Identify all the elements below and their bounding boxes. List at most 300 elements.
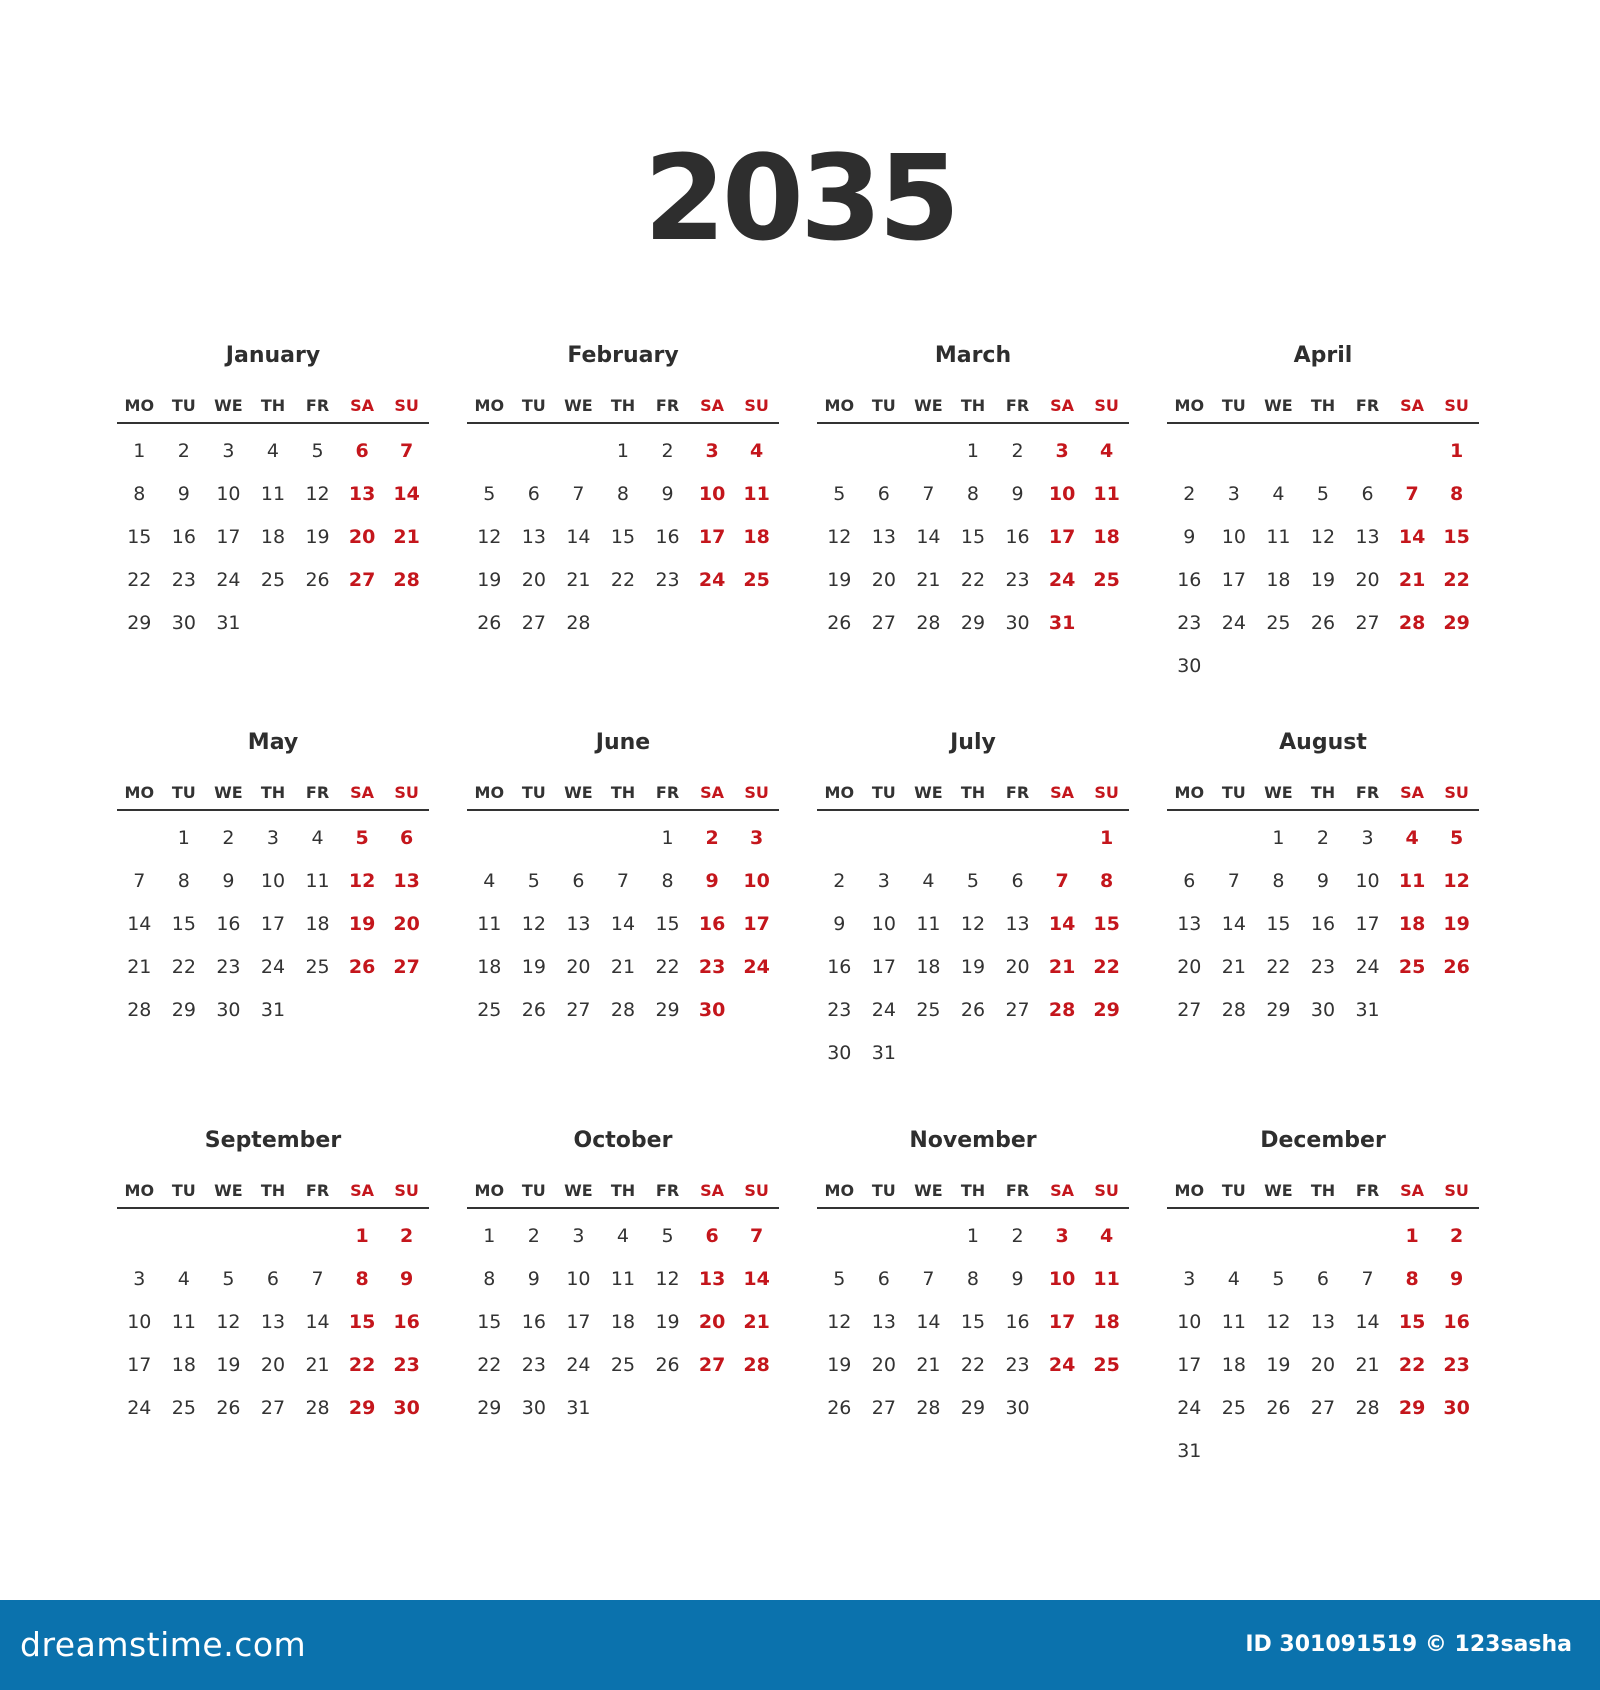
day-cell: 30	[1310, 999, 1336, 1021]
day-cell: 26	[521, 999, 546, 1021]
days-grid	[467, 1215, 779, 1430]
day-cell: 7	[1361, 1268, 1374, 1290]
day-cell: 18	[1093, 1311, 1120, 1333]
day-cell: 8	[1450, 483, 1464, 505]
day-blank	[1167, 1215, 1212, 1258]
day-cell: 16	[393, 1311, 420, 1333]
day-cell: 5	[483, 483, 496, 505]
day-cell: 16	[1310, 913, 1336, 935]
day-cell: 21	[393, 526, 420, 548]
day-cell: 10	[1177, 1311, 1202, 1333]
day-cell: 31	[216, 612, 241, 634]
weekday-header	[1167, 388, 1479, 424]
weekday-label-mo: MO	[124, 782, 155, 802]
day-cell: 9	[1316, 870, 1330, 892]
day-cell: 14	[916, 1311, 941, 1333]
weekday-label-th: TH	[610, 395, 636, 415]
footer-logo[interactable]: dreamstime.com	[20, 1625, 307, 1664]
day-cell: 28	[1398, 612, 1426, 634]
day-cell: 31	[260, 999, 286, 1021]
weekday-label-mo: MO	[474, 782, 505, 802]
day-cell: 23	[393, 1354, 420, 1376]
day-cell: 16	[827, 956, 852, 978]
day-cell: 29	[1443, 612, 1470, 634]
weekday-label-su: SU	[394, 1180, 419, 1200]
day-cell: 13	[566, 913, 591, 935]
weekday-label-su: SU	[1444, 1180, 1469, 1200]
day-cell: 10	[1355, 870, 1380, 892]
weekday-label-fr: FR	[305, 395, 330, 415]
day-cell: 12	[1310, 526, 1336, 548]
weekday-label-su: SU	[1444, 782, 1469, 802]
day-cell: 16	[1005, 526, 1030, 548]
day-cell: 15	[610, 526, 636, 548]
day-cell: 11	[1266, 526, 1291, 548]
day-cell: 23	[655, 569, 680, 591]
day-blank	[995, 817, 1040, 860]
day-cell: 28	[916, 1397, 941, 1419]
weekday-label-we: WE	[914, 1180, 943, 1200]
day-cell: 19	[1266, 1354, 1291, 1376]
day-blank	[1212, 430, 1257, 473]
day-cell: 9	[1183, 526, 1196, 548]
day-cell: 11	[477, 913, 502, 935]
weekday-label-su: SU	[394, 395, 419, 415]
day-cell: 5	[311, 440, 324, 462]
day-cell: 27	[871, 1397, 896, 1419]
day-cell: 9	[661, 483, 674, 505]
day-cell: 31	[1048, 612, 1076, 634]
day-cell: 1	[1405, 1225, 1419, 1247]
day-cell: 18	[916, 956, 941, 978]
day-cell: 19	[1443, 913, 1470, 935]
weekday-label-sa: SA	[1400, 782, 1425, 802]
day-cell: 15	[655, 913, 680, 935]
day-cell: 5	[833, 483, 846, 505]
day-cell: 6	[572, 870, 585, 892]
day-cell: 7	[922, 1268, 935, 1290]
day-cell: 7	[572, 483, 585, 505]
day-cell: 17	[1177, 1354, 1202, 1376]
day-cell: 29	[655, 999, 680, 1021]
day-cell: 4	[1100, 1225, 1114, 1247]
day-cell: 12	[521, 913, 546, 935]
day-cell: 26	[1310, 612, 1336, 634]
day-cell: 8	[1100, 870, 1114, 892]
weekday-label-mo: MO	[1174, 782, 1205, 802]
day-cell: 12	[827, 1311, 852, 1333]
weekday-label-su: SU	[394, 782, 419, 802]
weekday-label-fr: FR	[1005, 782, 1030, 802]
weekday-header	[1167, 1173, 1479, 1209]
day-cell: 16	[698, 913, 726, 935]
day-cell: 24	[260, 956, 286, 978]
day-cell: 7	[1227, 870, 1240, 892]
day-cell: 9	[527, 1268, 540, 1290]
day-cell: 22	[610, 569, 636, 591]
day-cell: 13	[348, 483, 376, 505]
day-cell: 15	[960, 526, 986, 548]
day-cell: 29	[1266, 999, 1291, 1021]
day-cell: 8	[661, 870, 674, 892]
weekday-label-mo: MO	[474, 1180, 505, 1200]
day-cell: 22	[1266, 956, 1291, 978]
day-cell: 3	[877, 870, 890, 892]
weekday-header	[117, 388, 429, 424]
day-blank	[862, 430, 907, 473]
day-blank	[556, 817, 601, 860]
day-cell: 19	[827, 1354, 852, 1376]
day-cell: 24	[127, 1397, 152, 1419]
day-cell: 22	[171, 956, 196, 978]
day-cell: 8	[966, 483, 980, 505]
day-cell: 23	[698, 956, 726, 978]
weekday-label-we: WE	[564, 1180, 593, 1200]
day-cell: 17	[743, 913, 770, 935]
day-cell: 29	[960, 1397, 986, 1419]
day-cell: 20	[1177, 956, 1202, 978]
day-cell: 9	[1011, 483, 1024, 505]
weekday-label-su: SU	[744, 782, 769, 802]
weekday-label-mo: MO	[824, 1180, 855, 1200]
days-grid	[817, 430, 1129, 645]
day-blank	[1301, 430, 1346, 473]
weekday-label-we: WE	[214, 1180, 243, 1200]
days-grid	[817, 1215, 1129, 1430]
weekday-label-th: TH	[960, 395, 986, 415]
day-cell: 20	[1005, 956, 1030, 978]
day-cell: 19	[960, 956, 986, 978]
day-cell: 23	[1005, 569, 1030, 591]
day-cell: 12	[960, 913, 986, 935]
day-blank	[862, 1215, 907, 1258]
day-cell: 20	[698, 1311, 726, 1333]
day-cell: 13	[698, 1268, 726, 1290]
day-cell: 10	[260, 870, 286, 892]
weekday-label-th: TH	[1310, 395, 1336, 415]
day-cell: 17	[698, 526, 726, 548]
weekday-label-tu: TU	[521, 782, 546, 802]
day-cell: 8	[355, 1268, 369, 1290]
day-cell: 20	[1355, 569, 1380, 591]
day-cell: 30	[1443, 1397, 1470, 1419]
day-cell: 20	[393, 913, 420, 935]
day-cell: 17	[1355, 913, 1380, 935]
weekday-label-fr: FR	[1355, 1180, 1380, 1200]
month-name: October	[573, 1128, 673, 1153]
day-cell: 10	[871, 913, 896, 935]
day-cell: 14	[916, 526, 941, 548]
day-cell: 9	[705, 870, 719, 892]
weekday-label-su: SU	[1444, 395, 1469, 415]
day-cell: 13	[1005, 913, 1030, 935]
month-october	[467, 1121, 779, 1430]
weekday-label-sa: SA	[700, 395, 725, 415]
day-cell: 21	[916, 1354, 941, 1376]
day-cell: 21	[1221, 956, 1246, 978]
day-blank	[951, 817, 996, 860]
weekday-label-mo: MO	[474, 395, 505, 415]
day-cell: 30	[216, 999, 241, 1021]
day-cell: 20	[260, 1354, 286, 1376]
weekday-label-we: WE	[914, 395, 943, 415]
day-cell: 13	[521, 526, 546, 548]
day-cell: 30	[1005, 612, 1030, 634]
month-june	[467, 723, 779, 1032]
day-cell: 29	[477, 1397, 502, 1419]
day-cell: 29	[348, 1397, 376, 1419]
day-blank	[512, 430, 557, 473]
day-cell: 9	[1450, 1268, 1464, 1290]
day-cell: 13	[260, 1311, 286, 1333]
day-cell: 3	[266, 827, 280, 849]
day-cell: 5	[661, 1225, 674, 1247]
day-blank	[1256, 1215, 1301, 1258]
day-cell: 23	[1310, 956, 1336, 978]
day-cell: 6	[877, 1268, 890, 1290]
day-blank	[1390, 430, 1435, 473]
day-cell: 16	[655, 526, 680, 548]
weekday-label-th: TH	[610, 1180, 636, 1200]
day-blank	[817, 817, 862, 860]
day-cell: 29	[960, 612, 986, 634]
day-cell: 7	[133, 870, 146, 892]
month-april	[1167, 336, 1479, 688]
day-blank	[295, 1215, 340, 1258]
day-cell: 25	[916, 999, 941, 1021]
day-cell: 13	[1355, 526, 1380, 548]
weekday-label-th: TH	[610, 782, 636, 802]
weekday-header	[467, 388, 779, 424]
day-cell: 3	[1183, 1268, 1196, 1290]
day-cell: 15	[1093, 913, 1120, 935]
day-cell: 21	[1048, 956, 1076, 978]
day-cell: 27	[566, 999, 591, 1021]
day-cell: 12	[1266, 1311, 1291, 1333]
day-cell: 9	[833, 913, 846, 935]
day-cell: 20	[566, 956, 591, 978]
day-cell: 1	[1272, 827, 1285, 849]
weekday-label-mo: MO	[1174, 1180, 1205, 1200]
day-cell: 21	[743, 1311, 770, 1333]
day-blank	[817, 430, 862, 473]
day-cell: 3	[572, 1225, 585, 1247]
day-cell: 15	[477, 1311, 502, 1333]
day-cell: 28	[1048, 999, 1076, 1021]
day-cell: 26	[1266, 1397, 1291, 1419]
day-cell: 13	[1310, 1311, 1336, 1333]
weekday-header	[817, 775, 1129, 811]
day-cell: 4	[922, 870, 935, 892]
weekday-label-th: TH	[1310, 782, 1336, 802]
day-cell: 1	[1100, 827, 1114, 849]
day-cell: 19	[348, 913, 376, 935]
day-cell: 30	[393, 1397, 420, 1419]
day-cell: 6	[1316, 1268, 1330, 1290]
day-cell: 21	[127, 956, 152, 978]
day-cell: 18	[610, 1311, 636, 1333]
day-cell: 5	[1316, 483, 1330, 505]
day-cell: 31	[1355, 999, 1380, 1021]
day-blank	[467, 430, 512, 473]
day-cell: 6	[705, 1225, 719, 1247]
day-blank	[1301, 1215, 1346, 1258]
days-grid	[117, 1215, 429, 1430]
day-cell: 22	[1398, 1354, 1426, 1376]
day-cell: 17	[566, 1311, 591, 1333]
weekday-label-mo: MO	[824, 395, 855, 415]
day-cell: 6	[400, 827, 414, 849]
day-cell: 1	[616, 440, 630, 462]
day-cell: 12	[655, 1268, 680, 1290]
day-cell: 22	[1093, 956, 1120, 978]
day-cell: 19	[1310, 569, 1336, 591]
day-cell: 11	[610, 1268, 636, 1290]
day-cell: 2	[527, 1225, 540, 1247]
footer-bar	[0, 1600, 1600, 1690]
day-blank	[862, 817, 907, 860]
weekday-label-fr: FR	[1005, 1180, 1030, 1200]
day-cell: 17	[871, 956, 896, 978]
weekday-label-we: WE	[564, 395, 593, 415]
weekday-label-su: SU	[1094, 1180, 1119, 1200]
day-cell: 11	[916, 913, 941, 935]
day-cell: 25	[1093, 569, 1120, 591]
day-cell: 19	[521, 956, 546, 978]
day-blank	[467, 817, 512, 860]
day-cell: 25	[1093, 1354, 1120, 1376]
weekday-label-fr: FR	[655, 395, 680, 415]
day-cell: 20	[871, 1354, 896, 1376]
weekday-label-tu: TU	[1221, 395, 1246, 415]
day-cell: 16	[521, 1311, 546, 1333]
day-cell: 28	[566, 612, 591, 634]
weekday-label-we: WE	[914, 782, 943, 802]
day-cell: 24	[1221, 612, 1246, 634]
day-blank	[601, 817, 646, 860]
day-cell: 17	[216, 526, 241, 548]
day-cell: 14	[1398, 526, 1426, 548]
day-cell: 9	[1011, 1268, 1024, 1290]
day-cell: 19	[655, 1311, 680, 1333]
day-cell: 26	[1443, 956, 1470, 978]
weekday-label-sa: SA	[1050, 395, 1075, 415]
day-cell: 17	[1048, 526, 1076, 548]
day-blank	[1256, 430, 1301, 473]
weekday-label-su: SU	[744, 1180, 769, 1200]
day-cell: 5	[833, 1268, 846, 1290]
day-cell: 18	[477, 956, 502, 978]
weekday-label-su: SU	[1094, 782, 1119, 802]
day-cell: 14	[743, 1268, 770, 1290]
month-name: December	[1260, 1128, 1386, 1153]
day-cell: 14	[1355, 1311, 1380, 1333]
day-cell: 7	[1055, 870, 1069, 892]
day-cell: 24	[1355, 956, 1380, 978]
weekday-header	[817, 388, 1129, 424]
weekday-label-we: WE	[1264, 1180, 1293, 1200]
day-cell: 13	[1177, 913, 1202, 935]
day-cell: 2	[1011, 440, 1024, 462]
day-cell: 3	[705, 440, 719, 462]
weekday-label-fr: FR	[1005, 395, 1030, 415]
weekday-header	[467, 775, 779, 811]
day-cell: 23	[827, 999, 852, 1021]
day-cell: 27	[348, 569, 376, 591]
day-cell: 5	[1450, 827, 1464, 849]
day-cell: 18	[171, 1354, 196, 1376]
weekday-label-sa: SA	[1050, 1180, 1075, 1200]
day-cell: 1	[1450, 440, 1464, 462]
weekday-label-th: TH	[960, 1180, 986, 1200]
weekday-header	[467, 1173, 779, 1209]
day-cell: 10	[1048, 1268, 1076, 1290]
day-cell: 29	[1398, 1397, 1426, 1419]
day-cell: 1	[966, 440, 980, 462]
day-cell: 24	[698, 569, 726, 591]
weekday-label-mo: MO	[124, 1180, 155, 1200]
day-cell: 24	[216, 569, 241, 591]
day-blank	[906, 430, 951, 473]
day-cell: 18	[260, 526, 286, 548]
day-cell: 25	[1266, 612, 1291, 634]
day-blank	[906, 1215, 951, 1258]
day-cell: 28	[610, 999, 636, 1021]
day-cell: 28	[393, 569, 420, 591]
month-name: May	[247, 730, 299, 755]
day-cell: 7	[750, 1225, 764, 1247]
day-cell: 3	[1361, 827, 1374, 849]
day-cell: 14	[305, 1311, 330, 1333]
day-cell: 10	[743, 870, 770, 892]
day-cell: 17	[260, 913, 286, 935]
day-cell: 20	[1310, 1354, 1336, 1376]
day-cell: 19	[305, 526, 330, 548]
day-cell: 25	[1398, 956, 1426, 978]
weekday-label-su: SU	[1094, 395, 1119, 415]
weekday-label-th: TH	[260, 395, 286, 415]
day-cell: 22	[127, 569, 152, 591]
days-grid	[1167, 430, 1479, 688]
month-name: March	[934, 343, 1012, 368]
day-cell: 7	[616, 870, 630, 892]
day-cell: 25	[171, 1397, 196, 1419]
day-cell: 19	[827, 569, 852, 591]
weekday-header	[117, 1173, 429, 1209]
day-cell: 13	[871, 1311, 896, 1333]
days-grid	[117, 430, 429, 645]
day-cell: 25	[743, 569, 770, 591]
day-cell: 21	[566, 569, 591, 591]
day-cell: 14	[566, 526, 591, 548]
day-cell: 19	[477, 569, 502, 591]
day-cell: 8	[483, 1268, 496, 1290]
day-cell: 2	[1316, 827, 1330, 849]
day-cell: 7	[400, 440, 414, 462]
day-blank	[1167, 430, 1212, 473]
day-cell: 23	[1443, 1354, 1470, 1376]
day-cell: 8	[177, 870, 190, 892]
day-cell: 11	[260, 483, 286, 505]
month-august	[1167, 723, 1479, 1032]
day-cell: 22	[1443, 569, 1470, 591]
day-cell: 26	[827, 612, 852, 634]
day-cell: 1	[177, 827, 190, 849]
day-cell: 26	[305, 569, 330, 591]
day-cell: 1	[483, 1225, 496, 1247]
day-cell: 29	[1093, 999, 1120, 1021]
month-september	[117, 1121, 429, 1430]
